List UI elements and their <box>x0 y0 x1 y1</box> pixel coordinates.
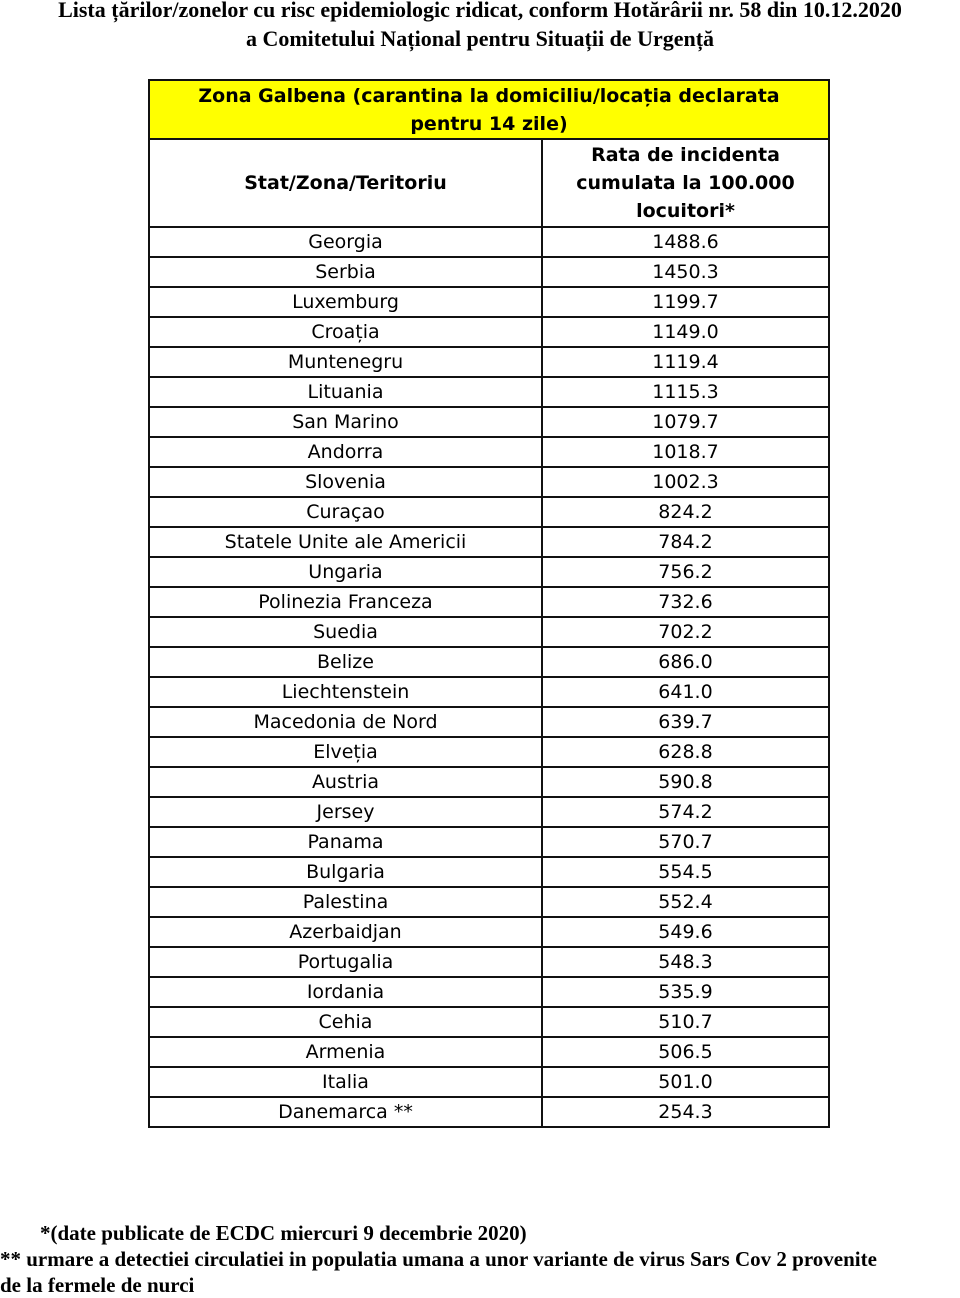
table-row <box>149 887 829 917</box>
table-row <box>149 227 829 257</box>
country-cell: Palestina <box>149 887 542 917</box>
country-cell: Croația <box>149 317 542 347</box>
rate-cell: 1002.3 <box>542 467 829 497</box>
rate-cell: 686.0 <box>542 647 829 677</box>
table-row <box>149 587 829 617</box>
country-cell: Portugalia <box>149 947 542 977</box>
country-cell: Iordania <box>149 977 542 1007</box>
rate-cell: 1115.3 <box>542 377 829 407</box>
country-cell: Italia <box>149 1067 542 1097</box>
rate-cell: 756.2 <box>542 557 829 587</box>
column-header-country: Stat/Zona/Teritoriu <box>149 139 542 227</box>
table-row <box>149 557 829 587</box>
country-cell: Muntenegru <box>149 347 542 377</box>
document-title-line2: a Comitetului Național pentru Situații de Urgență <box>245 26 715 51</box>
rate-cell: 1018.7 <box>542 437 829 467</box>
rate-cell: 254.3 <box>542 1097 829 1127</box>
country-cell: Macedonia de Nord <box>149 707 542 737</box>
rate-cell: 641.0 <box>542 677 829 707</box>
country-cell: Panama <box>149 827 542 857</box>
rate-cell: 590.8 <box>542 767 829 797</box>
table-row <box>149 677 829 707</box>
table-row <box>149 617 829 647</box>
country-cell: Polinezia Franceza <box>149 587 542 617</box>
footnote-mink-line2: de la fermele de nurci <box>0 1273 195 1297</box>
country-cell: Danemarca ** <box>149 1097 542 1127</box>
country-cell: Elveția <box>149 737 542 767</box>
table-row <box>149 827 829 857</box>
rate-cell: 1149.0 <box>542 317 829 347</box>
country-cell: Belize <box>149 647 542 677</box>
table-row <box>149 707 829 737</box>
country-cell: Armenia <box>149 1037 542 1067</box>
table-row <box>149 947 829 977</box>
rate-cell: 824.2 <box>542 497 829 527</box>
rate-cell: 501.0 <box>542 1067 829 1097</box>
table-row <box>149 407 829 437</box>
table-row <box>149 917 829 947</box>
table-row <box>149 767 829 797</box>
country-cell: Austria <box>149 767 542 797</box>
document-title-line1: Lista țărilor/zonelor cu risc epidemiologic ridicat, conform Hotărârii nr. 58 din 10.12.2020 <box>58 0 902 22</box>
rate-cell: 1199.7 <box>542 287 829 317</box>
rate-cell: 574.2 <box>542 797 829 827</box>
table-row <box>149 1097 829 1127</box>
rate-cell: 548.3 <box>542 947 829 977</box>
incidence-table <box>148 79 830 1128</box>
table-row <box>149 977 829 1007</box>
country-cell: Suedia <box>149 617 542 647</box>
footnote-ecdc: *(date publicate de ECDC miercuri 9 decembrie 2020) <box>40 1221 527 1245</box>
rate-cell: 628.8 <box>542 737 829 767</box>
table-row <box>149 287 829 317</box>
column-header-row <box>149 139 829 227</box>
rate-cell: 639.7 <box>542 707 829 737</box>
table-row <box>149 737 829 767</box>
rate-cell: 552.4 <box>542 887 829 917</box>
country-cell: Luxemburg <box>149 287 542 317</box>
rate-cell: 732.6 <box>542 587 829 617</box>
column-header-rate: Rata de incidenta cumulata la 100.000 locuitori* <box>542 139 829 227</box>
rate-cell: 1488.6 <box>542 227 829 257</box>
country-cell: Slovenia <box>149 467 542 497</box>
table-row <box>149 1007 829 1037</box>
rate-cell: 510.7 <box>542 1007 829 1037</box>
country-cell: Bulgaria <box>149 857 542 887</box>
zone-header: Zona Galbena (carantina la domiciliu/locația declarata pentru 14 zile) <box>149 80 829 139</box>
table-row <box>149 497 829 527</box>
zone-header-row <box>149 80 829 139</box>
table-row <box>149 377 829 407</box>
country-cell: Liechtenstein <box>149 677 542 707</box>
rate-cell: 506.5 <box>542 1037 829 1067</box>
country-cell: Cehia <box>149 1007 542 1037</box>
rate-cell: 702.2 <box>542 617 829 647</box>
rate-cell: 549.6 <box>542 917 829 947</box>
table-row <box>149 797 829 827</box>
table-row <box>149 467 829 497</box>
country-cell: Ungaria <box>149 557 542 587</box>
table-row <box>149 317 829 347</box>
table-row <box>149 347 829 377</box>
table-row <box>149 257 829 287</box>
rate-cell: 1450.3 <box>542 257 829 287</box>
rate-cell: 784.2 <box>542 527 829 557</box>
footnote-mink-line1: ** urmare a detectiei circulatiei in populatia umana a unor variante de virus Sars Cov 2 provenite <box>0 1247 877 1271</box>
country-cell: Andorra <box>149 437 542 467</box>
table-row <box>149 857 829 887</box>
rate-cell: 535.9 <box>542 977 829 1007</box>
country-cell: Azerbaidjan <box>149 917 542 947</box>
country-cell: Jersey <box>149 797 542 827</box>
table-row <box>149 437 829 467</box>
rate-cell: 570.7 <box>542 827 829 857</box>
table-row <box>149 1037 829 1067</box>
table-row <box>149 647 829 677</box>
country-cell: Georgia <box>149 227 542 257</box>
table-row <box>149 1067 829 1097</box>
rate-cell: 1119.4 <box>542 347 829 377</box>
country-cell: Serbia <box>149 257 542 287</box>
country-cell: Curaçao <box>149 497 542 527</box>
country-cell: Lituania <box>149 377 542 407</box>
rate-cell: 554.5 <box>542 857 829 887</box>
country-cell: Statele Unite ale Americii <box>149 527 542 557</box>
table-row <box>149 527 829 557</box>
rate-cell: 1079.7 <box>542 407 829 437</box>
country-cell: San Marino <box>149 407 542 437</box>
